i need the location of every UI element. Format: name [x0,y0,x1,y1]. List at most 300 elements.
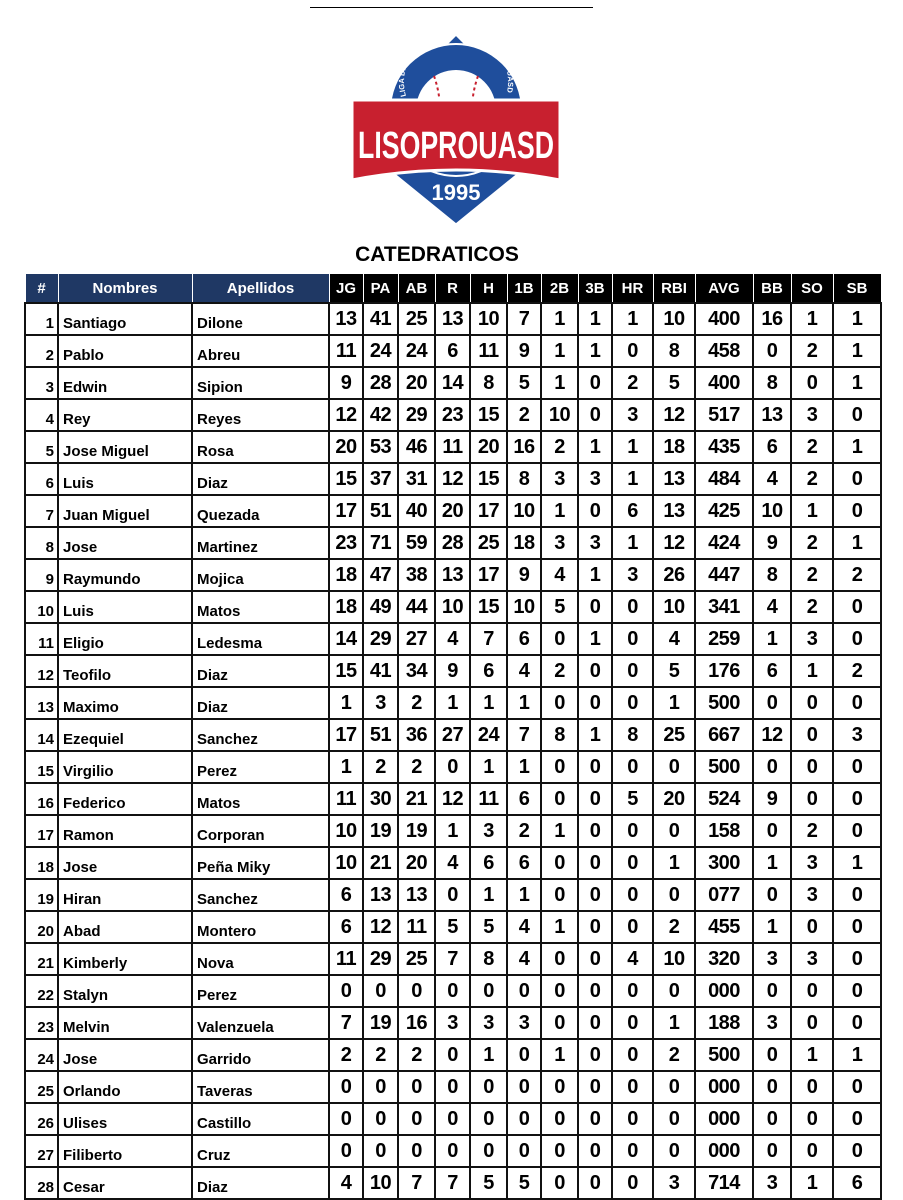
stat-bb-cell: 0 [753,1135,791,1167]
stat-1b-cell: 0 [507,1103,541,1135]
stat-bb-cell: 0 [753,1103,791,1135]
stat-hr-cell: 1 [612,527,653,559]
table-row [25,751,881,783]
stat-rbi-cell: 18 [653,431,695,463]
stat-so-cell: 3 [791,847,833,879]
stat-rbi-cell: 8 [653,335,695,367]
stat-2b-cell: 1 [541,495,578,527]
stat-3b-cell: 0 [578,943,612,975]
stat-bb-cell: 0 [753,975,791,1007]
stat-sb-cell: 1 [833,1039,881,1071]
stat-so-cell: 2 [791,335,833,367]
stat-bb-cell: 10 [753,495,791,527]
stat-r-cell: 28 [435,527,470,559]
stat-rbi-cell: 5 [653,367,695,399]
stat-so-cell: 2 [791,431,833,463]
stat-ab-cell: 20 [398,367,435,399]
last-name-cell: Rosa [192,431,329,463]
stat-jg-cell: 2 [329,1039,363,1071]
row-number-cell: 7 [25,495,58,527]
first-name-cell: Jose [58,1039,192,1071]
stat-r-cell: 13 [435,303,470,335]
stat-3b-cell: 0 [578,1135,612,1167]
stat-bb-cell: 1 [753,911,791,943]
column-header-hr: HR [612,274,653,304]
stat-hr-cell: 0 [612,1167,653,1199]
stat-so-cell: 0 [791,1135,833,1167]
stat-avg-cell: 000 [695,1071,753,1103]
stat-rbi-cell: 5 [653,655,695,687]
stat-1b-cell: 7 [507,303,541,335]
stat-2b-cell: 0 [541,751,578,783]
logo-name: LISOPROUASD [358,125,554,167]
stat-sb-cell: 0 [833,751,881,783]
stat-h-cell: 17 [470,559,507,591]
stat-2b-cell: 1 [541,1039,578,1071]
row-number-cell: 12 [25,655,58,687]
stat-pa-cell: 19 [363,1007,398,1039]
first-name-cell: Ezequiel [58,719,192,751]
first-name-cell: Maximo [58,687,192,719]
stat-r-cell: 12 [435,783,470,815]
stat-r-cell: 7 [435,1167,470,1199]
stat-sb-cell: 0 [833,815,881,847]
stat-bb-cell: 12 [753,719,791,751]
stat-1b-cell: 1 [507,879,541,911]
stat-hr-cell: 8 [612,719,653,751]
stat-hr-cell: 0 [612,655,653,687]
first-name-cell: Jose [58,847,192,879]
stat-ab-cell: 2 [398,751,435,783]
last-name-cell: Reyes [192,399,329,431]
row-number-cell: 3 [25,367,58,399]
stat-hr-cell: 1 [612,463,653,495]
stat-avg-cell: 714 [695,1167,753,1199]
table-row [25,1135,881,1167]
stat-pa-cell: 29 [363,943,398,975]
stat-avg-cell: 500 [695,687,753,719]
stat-so-cell: 0 [791,911,833,943]
stat-hr-cell: 0 [612,591,653,623]
row-number-cell: 11 [25,623,58,655]
row-number-cell: 6 [25,463,58,495]
stat-ab-cell: 59 [398,527,435,559]
stat-jg-cell: 1 [329,687,363,719]
stat-rbi-cell: 20 [653,783,695,815]
stat-r-cell: 0 [435,1071,470,1103]
stat-so-cell: 1 [791,303,833,335]
stat-ab-cell: 25 [398,303,435,335]
logo-arc-text: LIGA DE SOFTBALL D SORES DE LA UASD [396,30,516,98]
stat-rbi-cell: 0 [653,975,695,1007]
stat-sb-cell: 0 [833,495,881,527]
stat-bb-cell: 0 [753,1071,791,1103]
stat-3b-cell: 0 [578,751,612,783]
first-name-cell: Jose Miguel [58,431,192,463]
stat-2b-cell: 1 [541,303,578,335]
stat-3b-cell: 1 [578,623,612,655]
stat-hr-cell: 0 [612,911,653,943]
stat-so-cell: 3 [791,399,833,431]
column-header-bb: BB [753,274,791,304]
first-name-cell: Teofilo [58,655,192,687]
stat-rbi-cell: 12 [653,399,695,431]
table-row [25,655,881,687]
first-name-cell: Jose [58,527,192,559]
last-name-cell: Garrido [192,1039,329,1071]
column-header-h: H [470,274,507,304]
stat-bb-cell: 1 [753,623,791,655]
first-name-cell: Pablo [58,335,192,367]
stat-pa-cell: 19 [363,815,398,847]
stat-avg-cell: 447 [695,559,753,591]
stat-avg-cell: 341 [695,591,753,623]
stat-avg-cell: 320 [695,943,753,975]
stat-sb-cell: 0 [833,399,881,431]
row-number-cell: 26 [25,1103,58,1135]
stat-3b-cell: 0 [578,975,612,1007]
stat-r-cell: 0 [435,1103,470,1135]
stat-pa-cell: 2 [363,1039,398,1071]
stat-so-cell: 0 [791,1071,833,1103]
stat-2b-cell: 2 [541,655,578,687]
stat-h-cell: 7 [470,623,507,655]
stat-avg-cell: 435 [695,431,753,463]
stat-avg-cell: 455 [695,911,753,943]
stat-sb-cell: 0 [833,1103,881,1135]
stat-1b-cell: 18 [507,527,541,559]
stat-h-cell: 11 [470,783,507,815]
stat-bb-cell: 16 [753,303,791,335]
stat-avg-cell: 424 [695,527,753,559]
stat-2b-cell: 3 [541,527,578,559]
row-number-cell: 17 [25,815,58,847]
stat-2b-cell: 0 [541,847,578,879]
stat-h-cell: 0 [470,1103,507,1135]
last-name-cell: Quezada [192,495,329,527]
stat-rbi-cell: 0 [653,1103,695,1135]
row-number-cell: 24 [25,1039,58,1071]
stat-h-cell: 17 [470,495,507,527]
first-name-cell: Raymundo [58,559,192,591]
stat-ab-cell: 0 [398,975,435,1007]
stat-pa-cell: 51 [363,495,398,527]
stat-ab-cell: 46 [398,431,435,463]
stat-sb-cell: 0 [833,943,881,975]
column-header-2b: 2B [541,274,578,304]
stat-hr-cell: 6 [612,495,653,527]
stat-jg-cell: 17 [329,719,363,751]
row-number-cell: 9 [25,559,58,591]
stat-3b-cell: 1 [578,431,612,463]
stat-r-cell: 0 [435,879,470,911]
stat-rbi-cell: 25 [653,719,695,751]
stat-so-cell: 0 [791,783,833,815]
stat-jg-cell: 7 [329,1007,363,1039]
last-name-cell: Diaz [192,655,329,687]
stat-jg-cell: 20 [329,431,363,463]
stat-h-cell: 3 [470,1007,507,1039]
stat-1b-cell: 4 [507,943,541,975]
stat-pa-cell: 0 [363,1103,398,1135]
stat-ab-cell: 36 [398,719,435,751]
stat-so-cell: 0 [791,1007,833,1039]
stat-1b-cell: 5 [507,1167,541,1199]
stat-r-cell: 0 [435,751,470,783]
stat-ab-cell: 7 [398,1167,435,1199]
stat-pa-cell: 13 [363,879,398,911]
stat-1b-cell: 4 [507,911,541,943]
stat-jg-cell: 11 [329,943,363,975]
stat-so-cell: 1 [791,1039,833,1071]
stat-ab-cell: 0 [398,1071,435,1103]
last-name-cell: Sanchez [192,719,329,751]
column-header-pa: PA [363,274,398,304]
row-number-cell: 4 [25,399,58,431]
stat-h-cell: 3 [470,815,507,847]
stat-2b-cell: 0 [541,943,578,975]
table-row [25,1103,881,1135]
stat-bb-cell: 4 [753,591,791,623]
stat-jg-cell: 18 [329,591,363,623]
column-header-1b: 1B [507,274,541,304]
stat-so-cell: 0 [791,367,833,399]
stat-rbi-cell: 1 [653,847,695,879]
column-header-3b: 3B [578,274,612,304]
stat-2b-cell: 0 [541,1007,578,1039]
stat-hr-cell: 0 [612,815,653,847]
stat-sb-cell: 2 [833,559,881,591]
stat-2b-cell: 0 [541,1071,578,1103]
row-number-cell: 25 [25,1071,58,1103]
stat-rbi-cell: 0 [653,815,695,847]
first-name-cell: Luis [58,591,192,623]
stat-avg-cell: 425 [695,495,753,527]
column-header-number: # [25,274,58,304]
first-name-cell: Federico [58,783,192,815]
stat-pa-cell: 24 [363,335,398,367]
stat-jg-cell: 10 [329,847,363,879]
stat-so-cell: 0 [791,751,833,783]
stat-avg-cell: 000 [695,1103,753,1135]
row-number-cell: 18 [25,847,58,879]
stat-r-cell: 23 [435,399,470,431]
table-row [25,1039,881,1071]
row-number-cell: 28 [25,1167,58,1199]
table-row [25,367,881,399]
stat-2b-cell: 2 [541,431,578,463]
stat-pa-cell: 47 [363,559,398,591]
table-row [25,527,881,559]
stat-ab-cell: 34 [398,655,435,687]
stat-sb-cell: 0 [833,1071,881,1103]
stat-pa-cell: 0 [363,1071,398,1103]
stat-2b-cell: 1 [541,911,578,943]
stat-bb-cell: 9 [753,527,791,559]
stat-avg-cell: 077 [695,879,753,911]
stat-r-cell: 0 [435,975,470,1007]
column-header-jg: JG [329,274,363,304]
stat-3b-cell: 0 [578,495,612,527]
stat-rbi-cell: 10 [653,591,695,623]
first-name-cell: Hiran [58,879,192,911]
first-name-cell: Eligio [58,623,192,655]
stat-1b-cell: 6 [507,847,541,879]
stat-ab-cell: 11 [398,911,435,943]
stat-bb-cell: 0 [753,751,791,783]
stat-rbi-cell: 10 [653,943,695,975]
stat-jg-cell: 15 [329,463,363,495]
stat-rbi-cell: 0 [653,879,695,911]
stat-avg-cell: 259 [695,623,753,655]
stat-so-cell: 1 [791,495,833,527]
stat-1b-cell: 10 [507,591,541,623]
stat-hr-cell: 0 [612,1135,653,1167]
stat-3b-cell: 0 [578,1071,612,1103]
stat-rbi-cell: 0 [653,751,695,783]
stat-sb-cell: 1 [833,847,881,879]
stat-3b-cell: 0 [578,815,612,847]
stat-3b-cell: 3 [578,527,612,559]
stat-bb-cell: 13 [753,399,791,431]
stat-r-cell: 0 [435,1039,470,1071]
stats-table [24,273,882,1200]
stat-jg-cell: 0 [329,1103,363,1135]
stat-r-cell: 11 [435,431,470,463]
stat-avg-cell: 158 [695,815,753,847]
stat-1b-cell: 2 [507,399,541,431]
stat-pa-cell: 30 [363,783,398,815]
stat-2b-cell: 4 [541,559,578,591]
stat-r-cell: 1 [435,815,470,847]
stat-rbi-cell: 3 [653,1167,695,1199]
stat-so-cell: 1 [791,655,833,687]
stat-3b-cell: 0 [578,1167,612,1199]
stat-h-cell: 1 [470,751,507,783]
last-name-cell: Matos [192,591,329,623]
stat-pa-cell: 12 [363,911,398,943]
row-number-cell: 16 [25,783,58,815]
stat-2b-cell: 0 [541,879,578,911]
stat-3b-cell: 3 [578,463,612,495]
column-header-r: R [435,274,470,304]
stat-pa-cell: 28 [363,367,398,399]
stat-sb-cell: 6 [833,1167,881,1199]
stat-1b-cell: 3 [507,1007,541,1039]
stat-avg-cell: 500 [695,751,753,783]
stat-sb-cell: 0 [833,783,881,815]
stat-1b-cell: 0 [507,1135,541,1167]
first-name-cell: Juan Miguel [58,495,192,527]
first-name-cell: Ulises [58,1103,192,1135]
table-row [25,911,881,943]
stat-h-cell: 5 [470,1167,507,1199]
stat-ab-cell: 13 [398,879,435,911]
stat-r-cell: 14 [435,367,470,399]
stat-h-cell: 8 [470,367,507,399]
stat-r-cell: 12 [435,463,470,495]
stat-r-cell: 20 [435,495,470,527]
row-number-cell: 2 [25,335,58,367]
stat-bb-cell: 0 [753,687,791,719]
row-number-cell: 14 [25,719,58,751]
stat-pa-cell: 37 [363,463,398,495]
last-name-cell: Sipion [192,367,329,399]
stat-ab-cell: 2 [398,687,435,719]
top-rule [310,7,593,8]
last-name-cell: Montero [192,911,329,943]
stat-3b-cell: 0 [578,367,612,399]
stat-2b-cell: 0 [541,1135,578,1167]
table-row [25,815,881,847]
stat-hr-cell: 0 [612,1103,653,1135]
table-row [25,1167,881,1199]
column-header-ab: AB [398,274,435,304]
stat-so-cell: 3 [791,623,833,655]
stat-ab-cell: 0 [398,1103,435,1135]
stat-sb-cell: 2 [833,655,881,687]
stat-h-cell: 15 [470,591,507,623]
first-name-cell: Santiago [58,303,192,335]
stat-avg-cell: 524 [695,783,753,815]
first-name-cell: Melvin [58,1007,192,1039]
stat-h-cell: 1 [470,687,507,719]
row-number-cell: 22 [25,975,58,1007]
stat-h-cell: 10 [470,303,507,335]
stat-bb-cell: 0 [753,879,791,911]
stat-2b-cell: 5 [541,591,578,623]
stat-3b-cell: 0 [578,1007,612,1039]
stat-3b-cell: 1 [578,719,612,751]
stat-h-cell: 6 [470,847,507,879]
stat-h-cell: 5 [470,911,507,943]
stat-sb-cell: 0 [833,879,881,911]
stat-2b-cell: 10 [541,399,578,431]
row-number-cell: 15 [25,751,58,783]
page-title: CATEDRATICOS [355,243,519,266]
stat-avg-cell: 667 [695,719,753,751]
stat-sb-cell: 0 [833,911,881,943]
stat-2b-cell: 1 [541,335,578,367]
table-row [25,335,881,367]
stat-bb-cell: 6 [753,431,791,463]
stat-3b-cell: 0 [578,591,612,623]
stat-3b-cell: 0 [578,1039,612,1071]
stat-3b-cell: 0 [578,399,612,431]
column-header-nombres: Nombres [58,274,192,304]
stat-so-cell: 3 [791,879,833,911]
stat-pa-cell: 0 [363,1135,398,1167]
stat-h-cell: 24 [470,719,507,751]
stat-1b-cell: 6 [507,623,541,655]
league-logo [346,30,566,230]
stat-hr-cell: 0 [612,335,653,367]
stat-hr-cell: 0 [612,687,653,719]
table-row [25,1007,881,1039]
stat-sb-cell: 1 [833,367,881,399]
stat-jg-cell: 11 [329,783,363,815]
stat-2b-cell: 0 [541,783,578,815]
stat-rbi-cell: 10 [653,303,695,335]
stat-ab-cell: 24 [398,335,435,367]
stat-bb-cell: 4 [753,463,791,495]
stat-jg-cell: 12 [329,399,363,431]
table-row [25,559,881,591]
stat-h-cell: 25 [470,527,507,559]
stat-1b-cell: 0 [507,1039,541,1071]
stat-3b-cell: 0 [578,911,612,943]
stat-bb-cell: 0 [753,1039,791,1071]
